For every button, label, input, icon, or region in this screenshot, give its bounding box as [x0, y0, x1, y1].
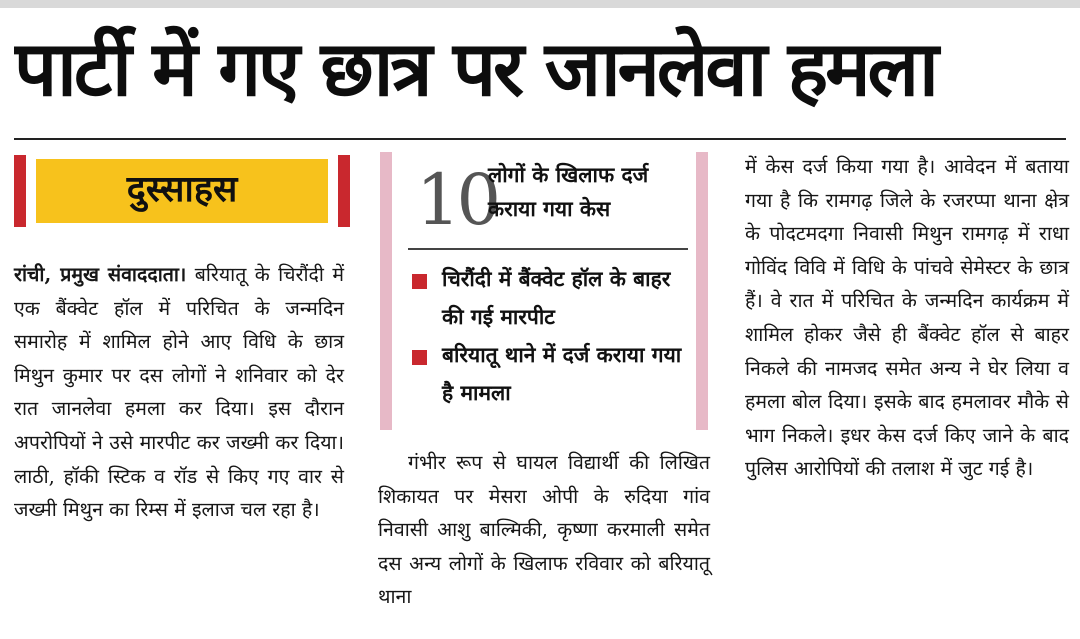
column-3-text: में केस दर्ज किया गया है। आवेदन में बताया गया है कि रामगढ़ जिले के रजरप्पा थाना क्षेत्र के पोदटमदगा निवासी मिथुन रामगढ़ में राधा गोविंद विवि में विधि के पांचवे सेमेस्टर के छात्र हैं। वे रात में परिचित के जन्मदिन कार्यक्रम में शामिल होकर जैसे ही बैंक्वेट हॉल से बाहर निकले की नामजद समेत अन्य ने घेर लिया व हमला बोल दिया। इसके बाद हमलावर मौके से भाग निकले। इधर केस दर्ज किए जाने के बाद पुलिस आरोपियों की तलाश में जुट गई है।	[745, 155, 1069, 481]
highlight-number: 10	[416, 159, 498, 241]
column-1-text: बरियातू के चिरौंदी में एक बैंक्वेट हॉल में परिचित के जन्मदिन समारोह में शामिल होने आए विधि के छात्र मिथुन कुमार पर दस लोगों ने शनिवार को देर रात जानलेवा हमला कर दिया। इस दौरान अपरोपियों ने उसे मारपीट कर जख्मी कर दिया। लाठी, हॉकी स्टिक व रॉड से किए गए वार से जख्मी मिथुन का रिम्स में इलाज चल रहा है।	[14, 263, 344, 522]
highlight-divider	[408, 248, 688, 250]
highlight-bullet-text: चिरौंदी में बैंक्वेट हॉल के बाहर की गई मारपीट	[442, 267, 671, 329]
red-square-bullet-icon	[412, 350, 427, 365]
kicker-label-box	[14, 155, 350, 227]
red-square-bullet-icon	[412, 274, 427, 289]
highlight-bullet	[408, 260, 698, 336]
headline-rule	[14, 138, 1066, 140]
kicker-label: दुस्साहस	[36, 159, 328, 223]
top-strip	[0, 0, 1080, 8]
headline: पार्टी में गए छात्र पर जानलेवा हमला	[14, 24, 936, 113]
highlight-bullet-text: बरियातू थाने में दर्ज कराया गया है मामला	[442, 343, 682, 405]
byline: रांची, प्रमुख संवाददाता।	[14, 263, 187, 286]
highlight-bullet	[408, 336, 698, 412]
highlight-box	[380, 152, 708, 430]
column-2-text: गंभीर रूप से घायल विद्यार्थी की लिखित शिकायत पर मेसरा ओपी के रुदिया गांव निवासी आशु बाल्मिकी, कृष्णा करमाली समेत दस अन्य लोगों के खिलाफ रविवार को बरियातू थाना	[378, 451, 710, 609]
highlight-number-text: लोगों के खिलाफ दर्ज कराया गया केस	[488, 163, 649, 221]
highlight-bullets	[408, 260, 698, 412]
article-column-3	[745, 150, 1069, 486]
article-column-1	[14, 258, 344, 527]
article-column-2	[378, 446, 710, 614]
